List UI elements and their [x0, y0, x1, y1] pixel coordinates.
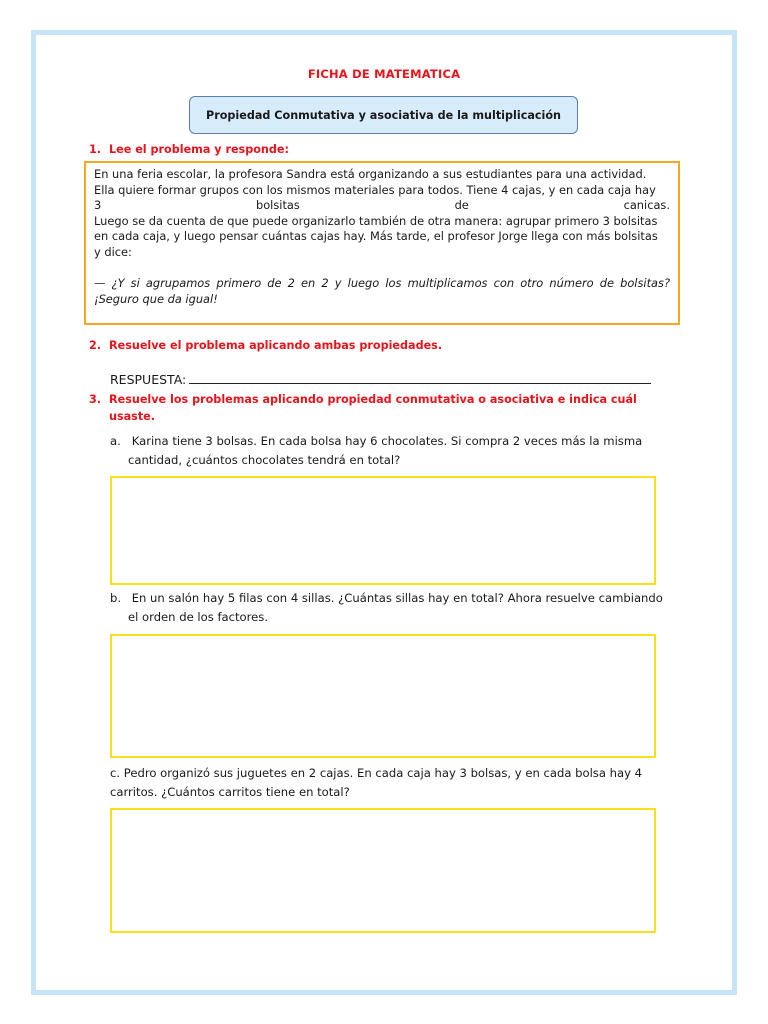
exercise-marker: a.: [110, 434, 121, 448]
problem-line: Ella quiere formar grupos con los mismos materiales para todos. Tiene 4 cajas, y en cada caja hay: [94, 182, 656, 197]
exercise-line: Karina tiene 3 bolsas. En cada bolsa hay 6 chocolates. Si compra 2 veces más la misma: [131, 434, 643, 448]
section3-heading-text: Resuelve los problemas aplicando propiedad conmutativa o asociativa e indica cuál: [109, 393, 637, 406]
exercise-line: En un salón hay 5 filas con 4 sillas. ¿Cuántas sillas hay en total? Ahora resuelve cambiando: [131, 591, 663, 605]
problem-box: [84, 161, 680, 325]
problem-line: y dice:: [94, 244, 132, 259]
exercise-line: carritos. ¿Cuántos carritos tiene en total?: [110, 785, 350, 799]
problem-quote: — ¿Y si agrupamos primero de 2 en 2 y luego los multiplicamos con otro número de bolsitas? ¡Seguro que da igual!: [94, 276, 670, 306]
subtitle-box: [189, 96, 578, 134]
exercise-line: cantidad, ¿cuántos chocolates tendrá en total?: [128, 453, 401, 467]
section3-heading-text-2: usaste.: [109, 410, 156, 423]
problem-word: canicas.: [623, 198, 670, 213]
respuesta-label: RESPUESTA:: [110, 372, 187, 387]
problem-line: en cada caja, y luego pensar cuántas cajas hay. Más tarde, el profesor Jorge llega con más bolsitas: [94, 229, 658, 244]
exercise-a: [110, 432, 670, 470]
answer-box-b[interactable]: [110, 634, 656, 758]
section2-heading-text: Resuelve el problema aplicando ambas propiedades.: [109, 339, 443, 352]
problem-word: de: [454, 198, 469, 213]
section1-heading-text: Lee el problema y responde:: [109, 143, 289, 156]
page-title: FICHA DE MATEMATICA: [307, 67, 461, 81]
problem-word: bolsitas: [255, 198, 300, 213]
section1-number: 1.: [89, 143, 102, 156]
problem-line-justified: [94, 198, 670, 214]
section1-heading: [89, 141, 289, 158]
exercise-c: [110, 764, 670, 802]
subtitle-text: Propiedad Conmutativa y asociativa de la multiplicación: [206, 108, 561, 122]
exercise-marker: b.: [110, 591, 122, 605]
section3-number: 3.: [89, 393, 102, 406]
exercise-line: c. Pedro organizó sus juguetes en 2 cajas. En cada caja hay 3 bolsas, y en cada bolsa hay 4: [110, 766, 643, 780]
exercise-b: [110, 589, 670, 627]
section3-heading: [89, 391, 649, 425]
respuesta-answer-line[interactable]: [189, 383, 651, 384]
problem-word: 3: [94, 198, 102, 213]
answer-box-c[interactable]: [110, 808, 656, 933]
problem-line: Luego se da cuenta de que puede organizarlo también de otra manera: agrupar primero 3 bolsitas: [94, 213, 658, 228]
answer-box-a[interactable]: [110, 476, 656, 585]
exercise-line: el orden de los factores.: [128, 610, 269, 624]
section2-heading: [89, 337, 442, 354]
problem-line: En una feria escolar, la profesora Sandra está organizando a sus estudiantes para una actividad.: [94, 167, 647, 181]
section2-number: 2.: [89, 339, 102, 352]
